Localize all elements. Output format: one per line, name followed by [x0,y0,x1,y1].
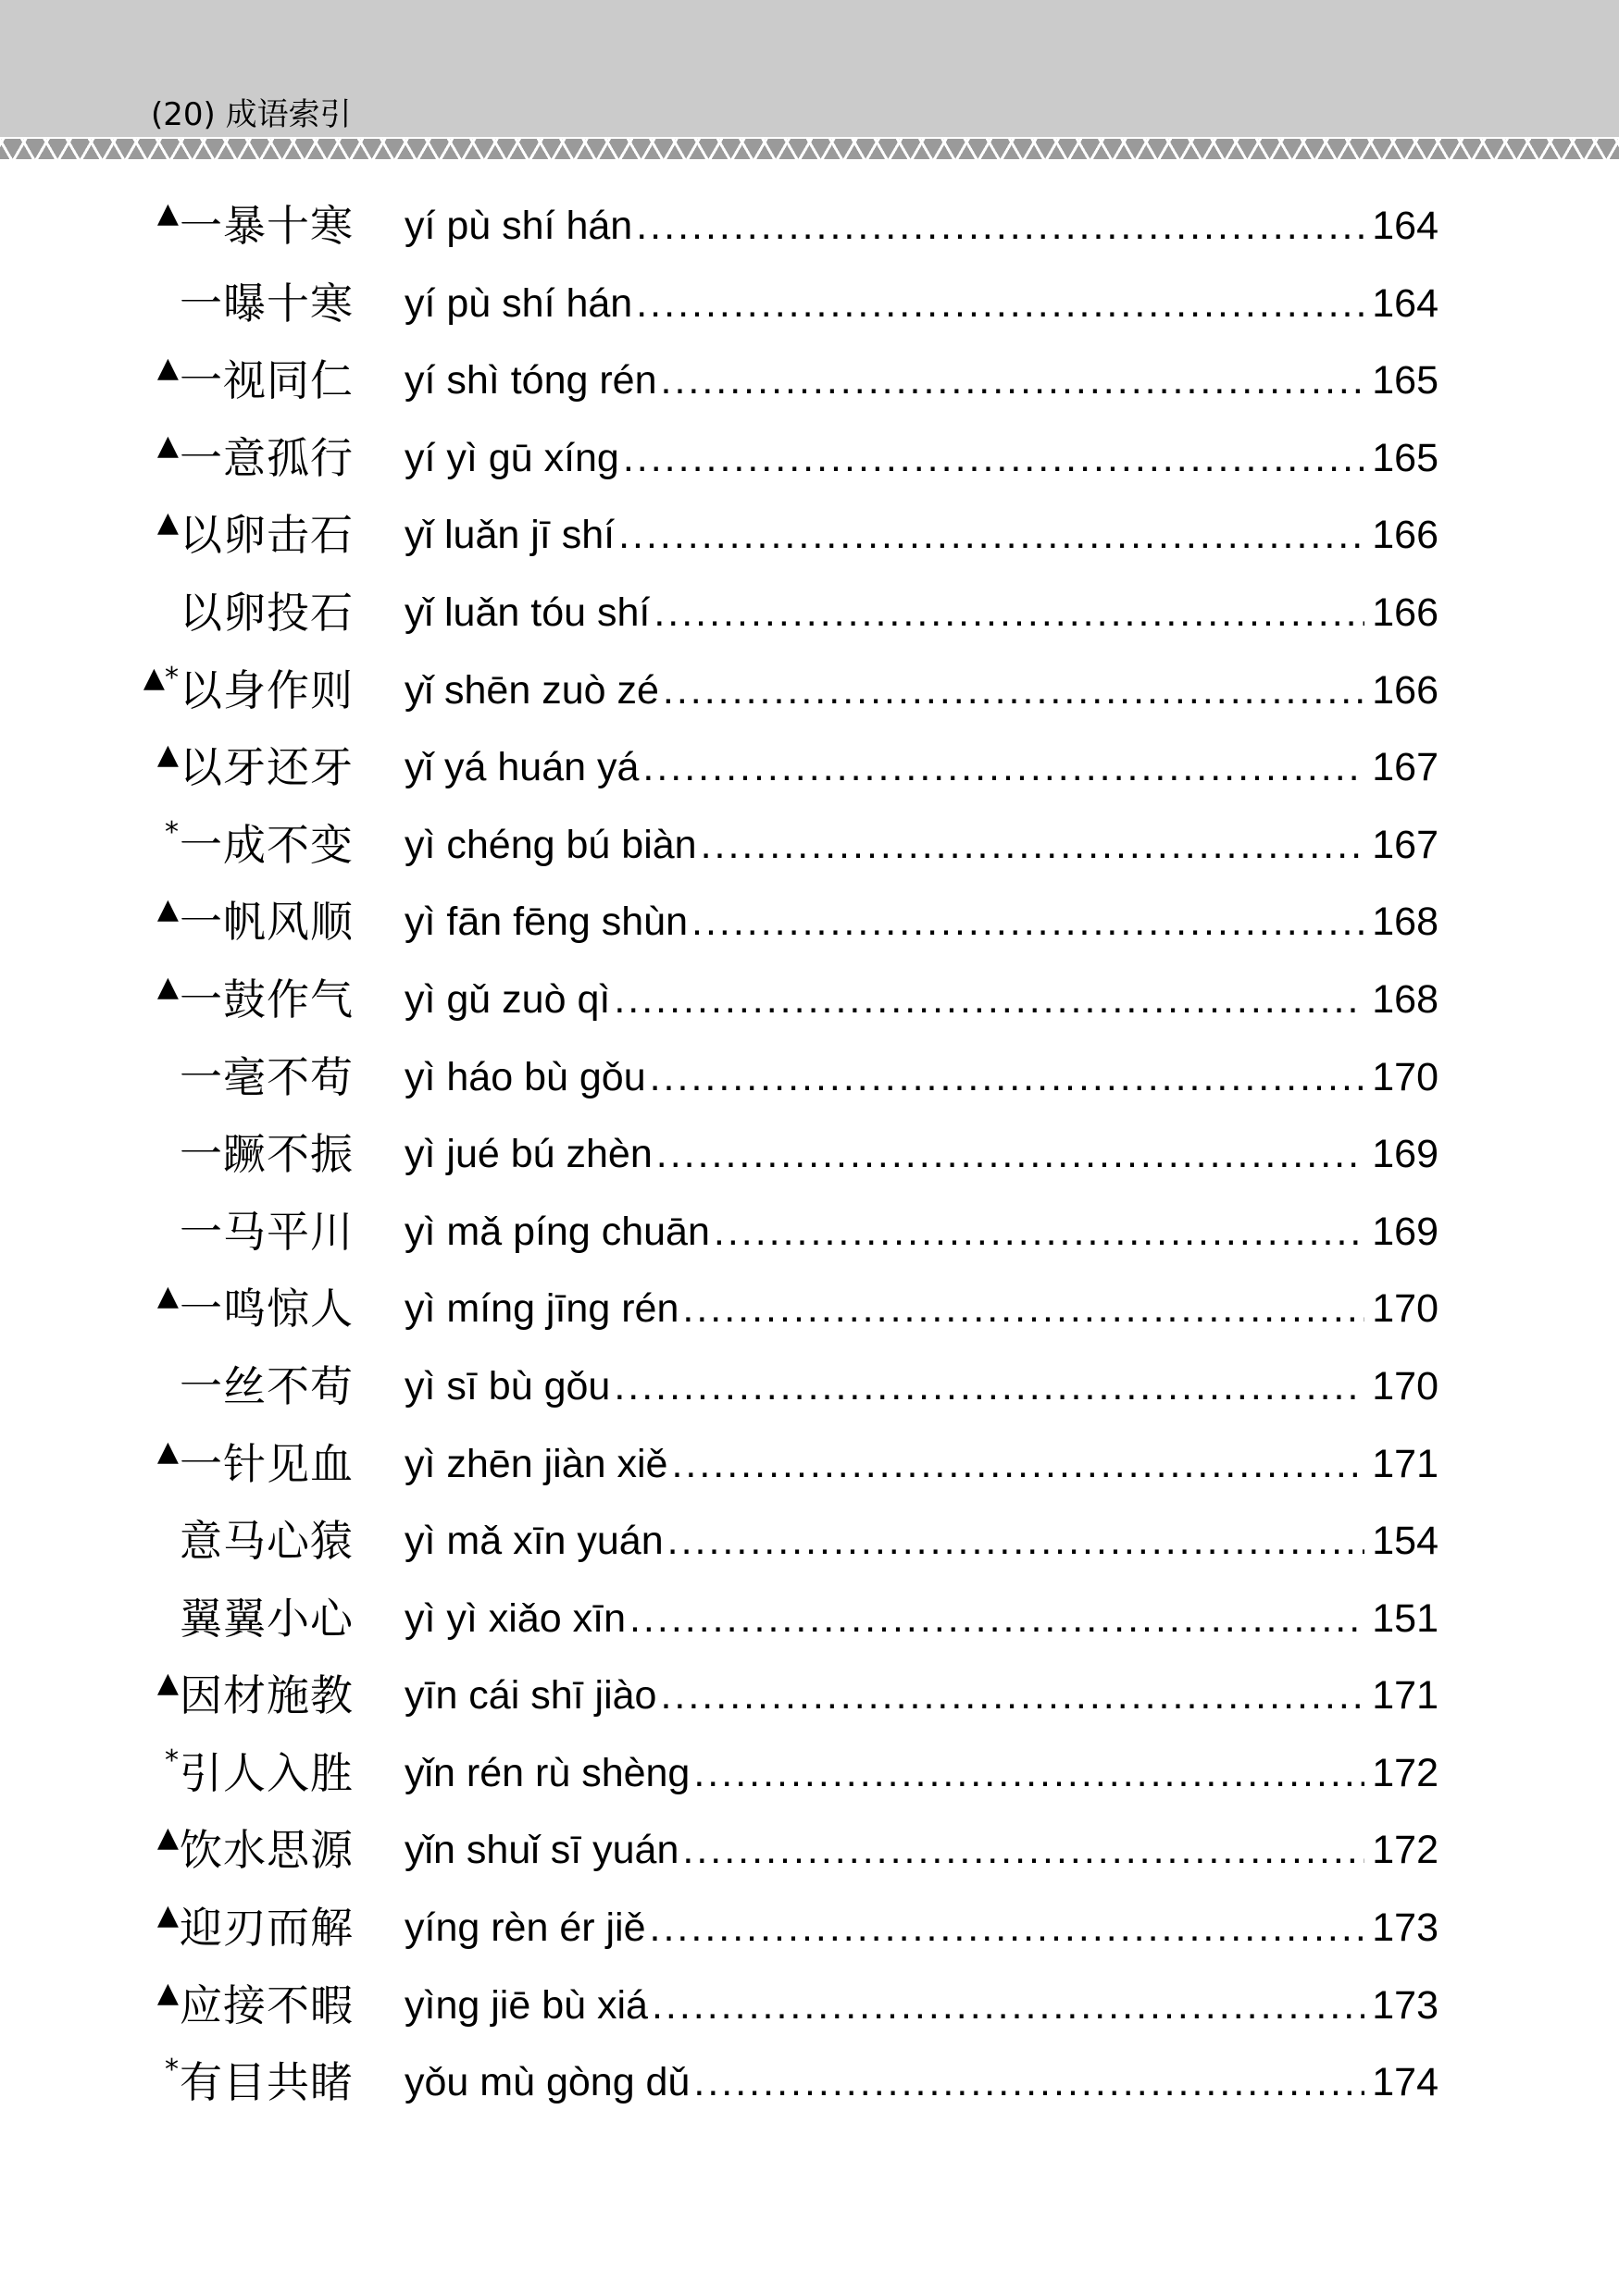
entry-page-number: 167 [1372,822,1438,867]
entry-page-number: 168 [1372,900,1438,945]
entry-pinyin: yǐ luǎn jī shí [405,513,616,558]
entry-page-number: 151 [1372,1595,1438,1641]
entry-line [405,663,1438,718]
dot-leader [654,585,1364,640]
entry-pinyin: yíng rèn ér jiě [405,1905,646,1951]
entry-pinyin: yì jué bú zhèn [405,1132,653,1177]
index-entry [0,430,1619,508]
index-entry [0,1049,1619,1127]
entry-page-number: 167 [1372,745,1438,790]
entry-marker: ▲ [156,1976,179,2009]
entry-marker: ▲ [156,738,179,772]
dot-leader [652,1978,1364,2033]
entry-idiom: 有目共睹 [180,2057,354,2108]
entry-pinyin: yì fān fēng shùn [405,900,688,945]
entry-pinyin: yì háo bù gǒu [405,1054,646,1099]
entry-page-number: 173 [1372,1982,1438,2028]
index-entry [0,1745,1619,1823]
entry-idiom: 一曝十寒 [180,278,354,329]
entry-marker: ▲ [156,352,179,385]
index-entry [0,817,1619,895]
entry-idiom: 一意孤行 [180,432,354,483]
entry-pinyin: yì yì xiǎo xīn [405,1595,626,1641]
index-entry [0,353,1619,430]
dot-leader [614,1359,1364,1414]
entry-line [405,1359,1438,1414]
page-header [0,0,1619,137]
entry-pinyin: yí yì gū xíng [405,435,619,480]
entry-marker: ▲ [156,893,179,926]
idiom-index-list [0,198,1619,2132]
entry-marker: ▲ [156,428,179,462]
dot-leader [682,1281,1364,1336]
entry-pinyin: yǐn shuǐ sī yuán [405,1828,679,1873]
entry-line [405,1591,1438,1646]
entry-page-number: 154 [1372,1519,1438,1564]
entry-marker: ▲ [156,1821,179,1855]
dot-leader [671,1436,1364,1492]
index-entry [0,507,1619,585]
entry-line [405,1513,1438,1569]
entry-line [405,1281,1438,1336]
index-entry [0,198,1619,276]
decorative-pattern-band [0,139,1619,159]
entry-marker: ▲ [156,970,179,1003]
entry-page-number: 165 [1372,435,1438,480]
index-entry [0,1668,1619,1745]
entry-marker: ▲ [156,1667,179,1700]
entry-marker: ▲ [156,1899,179,1932]
dot-leader [618,507,1364,563]
index-entry [0,1126,1619,1204]
entry-pinyin: yǐ luǎn tóu shí [405,590,651,635]
entry-idiom: 一鼓作气 [180,974,354,1024]
entry-pinyin: yì gǔ zuò qì [405,976,611,1022]
index-entry [0,2054,1619,2132]
index-entry [0,1591,1619,1669]
entry-pinyin: yí shì tóng rén [405,358,657,403]
entry-idiom: 一成不变 [180,819,354,870]
entry-page-number: 166 [1372,590,1438,635]
entry-page-number: 166 [1372,667,1438,713]
dot-leader [693,2054,1364,2110]
index-entry [0,1204,1619,1282]
index-entry [0,663,1619,740]
index-entry [0,585,1619,663]
entry-idiom: 一蹶不振 [180,1129,354,1180]
entry-line [405,353,1438,408]
entry-idiom: 意马心猿 [180,1516,354,1567]
entry-line [405,1436,1438,1492]
entry-page-number: 169 [1372,1209,1438,1254]
entry-pinyin: yì sī bù gǒu [405,1363,611,1409]
dot-leader [682,1822,1364,1878]
entry-idiom: 翼翼小心 [180,1593,354,1644]
dot-leader [629,1591,1364,1646]
entry-line [405,430,1438,486]
dot-leader [656,1126,1365,1182]
entry-pinyin: yǐ shēn zuò zé [405,667,659,713]
entry-line [405,1126,1438,1182]
entry-pinyin: yì mǎ xīn yuán [405,1519,664,1564]
index-entry [0,1900,1619,1978]
entry-line [405,1900,1438,1955]
entry-page-number: 168 [1372,976,1438,1022]
entry-idiom: 因材施教 [180,1670,354,1721]
entry-idiom: 一丝不苟 [180,1360,354,1411]
entry-pinyin: yīn cái shī jiào [405,1673,657,1719]
entry-idiom: 以卵击石 [180,510,354,561]
index-entry [0,894,1619,972]
entry-line [405,1745,1438,1801]
entry-idiom: 引人入胜 [180,1747,354,1798]
entry-line [405,276,1438,331]
index-entry [0,739,1619,817]
entry-idiom: 一帆风顺 [180,897,354,948]
entry-pinyin: yǐ yá huán yá [405,745,640,790]
entry-marker: ▲ [156,506,179,540]
index-entry [0,1281,1619,1359]
entry-idiom: 一马平川 [180,1206,354,1257]
entry-idiom: 以身作则 [180,664,354,715]
entry-marker: ▲ [156,1280,179,1313]
dot-leader [623,430,1364,486]
entry-line [405,1668,1438,1723]
entry-idiom: 一暴十寒 [180,201,354,251]
entry-idiom: 应接不暇 [180,1980,354,2030]
entry-line [405,972,1438,1027]
entry-pinyin: yì zhēn jiàn xiě [405,1441,668,1486]
dot-leader [701,817,1365,873]
entry-pinyin: yì chéng bú biàn [405,822,697,867]
entry-marker: * [165,815,179,849]
dot-leader [650,1049,1365,1105]
dot-leader [642,739,1364,795]
dot-leader [650,1900,1365,1955]
entry-pinyin: yì míng jīng rén [405,1286,679,1332]
entry-page-number: 170 [1372,1286,1438,1332]
entry-line [405,817,1438,873]
entry-idiom: 迎刃而解 [180,1903,354,1954]
dot-leader [691,894,1364,949]
index-entry [0,276,1619,354]
entry-page-number: 171 [1372,1441,1438,1486]
index-entry [0,1513,1619,1591]
entry-page-number: 165 [1372,358,1438,403]
entry-marker: ▲ [156,197,179,230]
dot-leader [693,1745,1364,1801]
index-entry [0,1822,1619,1900]
entry-pinyin: yì mǎ píng chuān [405,1209,710,1254]
entry-line [405,894,1438,949]
entry-line [405,2054,1438,2110]
entry-page-number: 172 [1372,1750,1438,1795]
dot-leader [636,276,1364,331]
entry-marker: * [165,1744,179,1777]
header-title: (20) 成语索引 [151,96,352,133]
index-entry [0,1978,1619,2055]
entry-page-number: 170 [1372,1363,1438,1409]
dot-leader [667,1513,1365,1569]
entry-page-number: 164 [1372,280,1438,326]
entry-idiom: 一鸣惊人 [180,1284,354,1334]
entry-marker: * [165,2054,179,2087]
index-entry [0,972,1619,1049]
index-entry [0,1359,1619,1436]
entry-pinyin: yǐn rén rù shèng [405,1750,691,1795]
entry-page-number: 169 [1372,1132,1438,1177]
entry-pinyin: yìng jiē bù xiá [405,1982,648,2028]
entry-line [405,1204,1438,1260]
entry-idiom: 饮水思源 [180,1825,354,1876]
dot-leader [636,198,1364,254]
entry-line [405,1978,1438,2033]
entry-idiom: 一毫不苟 [180,1051,354,1102]
entry-line [405,739,1438,795]
entry-page-number: 166 [1372,513,1438,558]
index-entry [0,1436,1619,1514]
entry-pinyin: yí pù shí hán [405,280,633,326]
entry-page-number: 171 [1372,1673,1438,1719]
entry-pinyin: yǒu mù gòng dǔ [405,2060,691,2105]
entry-line [405,1049,1438,1105]
entry-line [405,507,1438,563]
entry-page-number: 164 [1372,204,1438,248]
dot-leader [614,972,1364,1027]
dot-leader [663,663,1364,718]
entry-pinyin: yí pù shí hán [405,204,633,248]
entry-marker: ▲* [143,661,179,694]
dot-leader [660,1668,1364,1723]
entry-page-number: 174 [1372,2060,1438,2105]
entry-idiom: 以牙还牙 [180,742,354,793]
entry-idiom: 以卵投石 [180,587,354,638]
entry-line [405,198,1438,254]
entry-marker: ▲ [156,1434,179,1468]
dot-leader [661,353,1365,408]
entry-page-number: 173 [1372,1905,1438,1951]
entry-page-number: 170 [1372,1054,1438,1099]
entry-line [405,1822,1438,1878]
dot-leader [714,1204,1364,1260]
entry-idiom: 一针见血 [180,1438,354,1489]
entry-line [405,585,1438,640]
entry-page-number: 172 [1372,1828,1438,1873]
entry-idiom: 一视同仁 [180,355,354,406]
